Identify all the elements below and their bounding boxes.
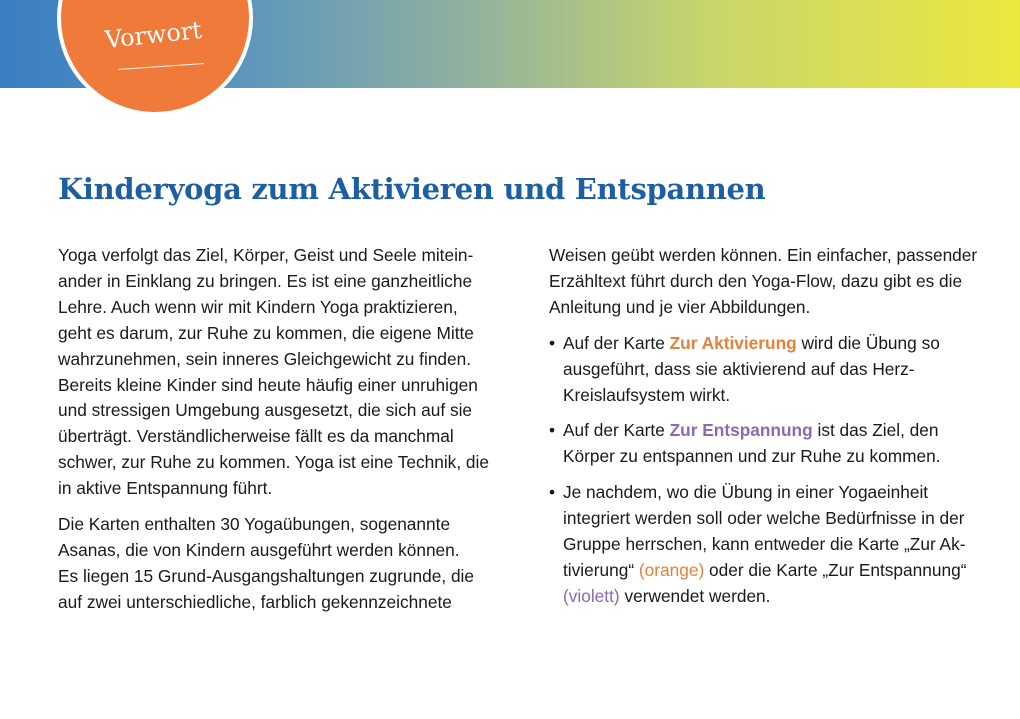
text-segment: tivierung“: [563, 559, 639, 580]
text-segment: Auf der Karte: [563, 420, 670, 441]
text-line: integriert werden soll oder welche Bedürfnisse in der: [563, 508, 965, 529]
text-line: Körper zu entspannen und zur Ruhe zu kommen.: [563, 446, 941, 467]
text-line: Anleitung und je vier Abbildungen.: [549, 296, 811, 317]
text-line: Lehre. Auch wenn wir mit Kindern Yoga praktizieren,: [58, 296, 458, 317]
text-line: Es liegen 15 Grund-Ausgangshaltungen zugrunde, die: [58, 565, 475, 586]
text-segment: verwendet werden.: [619, 585, 771, 606]
list-spacer: [549, 470, 974, 480]
text-segment: ist das Ziel, den: [812, 420, 939, 441]
list-item-choice: [549, 480, 974, 610]
text-line: [563, 331, 974, 357]
list-spacer: [549, 321, 974, 331]
text-line: Je nachdem, wo die Übung in einer Yogaeinheit: [563, 482, 929, 503]
text-line: [563, 558, 974, 584]
text-line: geht es darum, zur Ruhe zu kommen, die eigene Mitte: [58, 322, 474, 343]
chapter-badge-label: Vorwort: [103, 15, 204, 54]
paragraph-intro: [58, 243, 489, 502]
color-label-violet: (violett): [563, 585, 620, 606]
list-spacer: [549, 408, 974, 418]
text-line: Bereits kleine Kinder sind heute häufig einer unruhigen: [58, 374, 478, 395]
list-item-activation: [549, 331, 974, 409]
text-line: auf zwei unterschiedliche, farblich gekennzeichnete: [58, 591, 452, 612]
text-line: schwer, zur Ruhe zu kommen. Yoga ist eine Technik, die: [58, 452, 489, 473]
text-line: ander in Einklang zu bringen. Es ist eine ganzheitliche: [58, 270, 473, 291]
bullet-dot-icon: •: [549, 420, 556, 441]
left-column: [58, 243, 489, 616]
chapter-badge: [57, 0, 253, 116]
text-line: Asanas, die von Kindern ausgeführt werden können.: [58, 539, 460, 560]
text-segment: wird die Übung so: [796, 332, 940, 353]
text-segment: oder die Karte „Zur Entspannung“: [704, 559, 967, 580]
text-line: überträgt. Verständlicherweise fällt es da manchmal: [58, 426, 454, 447]
text-segment: Auf der Karte: [563, 332, 670, 353]
card-name-relaxation: Zur Entspannung: [669, 420, 813, 441]
text-line: ausgeführt, dass sie aktivierend auf das Herz-: [563, 358, 915, 379]
text-line: wahrzunehmen, sein inneres Gleichgewicht zu finden.: [58, 348, 472, 369]
text-line: Weisen geübt werden können. Ein einfacher, passender: [549, 245, 978, 265]
card-name-activation: Zur Aktivierung: [669, 332, 797, 353]
page-title: Kinderyoga zum Aktivieren und Entspannen: [58, 172, 766, 206]
text-line: Gruppe herrschen, kann entweder die Karte „Zur Ak-: [563, 534, 966, 555]
text-line: Erzähltext führt durch den Yoga-Flow, dazu gibt es die: [549, 270, 963, 291]
text-line: [563, 584, 974, 610]
paragraph-continuation: [549, 243, 978, 321]
text-line: Kreislaufsystem wirkt.: [563, 384, 731, 405]
text-line: [563, 418, 974, 444]
bullet-dot-icon: •: [549, 332, 556, 353]
text-line: in aktive Entspannung führt.: [58, 478, 273, 499]
color-label-orange: (orange): [638, 559, 705, 580]
text-line: und stressigen Umgebung ausgesetzt, die sich auf sie: [58, 400, 473, 421]
text-line: Yoga verfolgt das Ziel, Körper, Geist und Seele mitein-: [58, 245, 474, 265]
right-column: [549, 243, 978, 610]
paragraph-spacer: [58, 502, 478, 512]
bullet-dot-icon: •: [549, 482, 556, 503]
list-item-relaxation: [549, 418, 974, 470]
paragraph-cards: [58, 512, 478, 616]
text-line: Die Karten enthalten 30 Yogaübungen, sogenannte: [58, 514, 451, 535]
